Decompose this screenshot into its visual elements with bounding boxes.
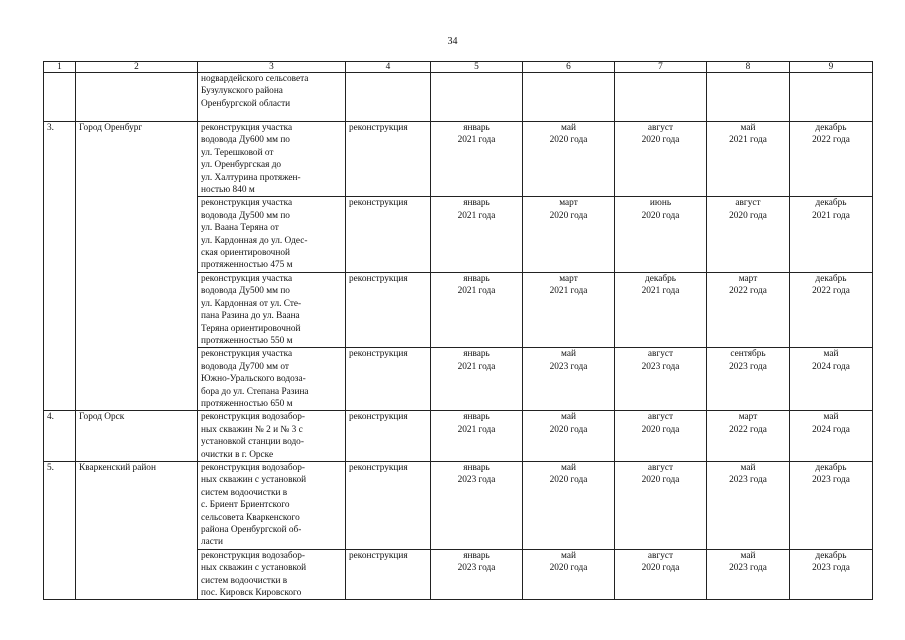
date-cell: декабрь 2022 года [790, 272, 873, 347]
column-header: 7 [615, 62, 707, 73]
date-cell: март 2022 года [707, 272, 790, 347]
row-number: 5. [44, 461, 76, 599]
date-cell: декабрь 2022 года [790, 122, 873, 197]
date-cell: май 2024 года [790, 411, 873, 462]
date-cell: май 2023 года [707, 461, 790, 549]
schedule-table [43, 61, 873, 600]
column-header: 1 [44, 62, 76, 73]
column-header: 3 [198, 62, 346, 73]
date-cell: январь 2021 года [431, 348, 523, 411]
row-number: 3. [44, 122, 76, 411]
work-type: реконструкция [346, 348, 431, 411]
table-cell [790, 73, 873, 122]
row-number: 4. [44, 411, 76, 462]
object-description: реконструкция участка водовода Ду500 мм по ул. Ваана Теряна от ул. Кардонная до ул. Одес- ская ориентировочной протяженностью 475 м [198, 197, 346, 272]
date-cell: май 2023 года [707, 549, 790, 600]
date-cell: декабрь 2021 года [790, 197, 873, 272]
date-cell: январь 2021 года [431, 272, 523, 347]
locality-name: Город Оренбург [76, 122, 198, 411]
object-description: реконструкция участка водовода Ду700 мм от Южно-Уральского водоза- бора до ул. Степана Разина протяженностью 650 м [198, 348, 346, 411]
date-cell: январь 2023 года [431, 461, 523, 549]
page-number: 34 [447, 36, 458, 47]
date-cell: сентябрь 2023 года [707, 348, 790, 411]
date-cell: декабрь 2021 года [615, 272, 707, 347]
column-header: 8 [707, 62, 790, 73]
table-cell [707, 73, 790, 122]
date-cell: август 2020 года [615, 549, 707, 600]
table-row [44, 73, 873, 122]
column-header: 5 [431, 62, 523, 73]
work-type: реконструкция [346, 549, 431, 600]
date-cell: декабрь 2023 года [790, 461, 873, 549]
date-cell: август 2020 года [615, 122, 707, 197]
table-cell [523, 73, 615, 122]
date-cell: май 2023 года [523, 348, 615, 411]
locality-name: Город Орск [76, 411, 198, 462]
date-cell: декабрь 2023 года [790, 549, 873, 600]
date-cell: август 2023 года [615, 348, 707, 411]
date-cell: август 2020 года [615, 461, 707, 549]
locality-name: Кваркенский район [76, 461, 198, 599]
date-cell: май 2020 года [523, 461, 615, 549]
table-cell [44, 73, 76, 122]
date-cell: июнь 2020 года [615, 197, 707, 272]
date-cell: март 2021 года [523, 272, 615, 347]
object-description: реконструкция участка водовода Ду600 мм по ул. Терешковой от ул. Оренбургская до ул. Халтурина протяжен- ностью 840 м [198, 122, 346, 197]
column-header: 2 [76, 62, 198, 73]
date-cell: май 2020 года [523, 411, 615, 462]
object-description: реконструкция водозабор- ных скважин № 2 и № 3 с установкой станции водо- очистки в г. Орске [198, 411, 346, 462]
table-row [44, 122, 873, 197]
date-cell: январь 2021 года [431, 122, 523, 197]
work-type: реконструкция [346, 272, 431, 347]
table-cell [615, 73, 707, 122]
date-cell: май 2020 года [523, 122, 615, 197]
date-cell: май 2020 года [523, 549, 615, 600]
table-cell [431, 73, 523, 122]
table-cell [346, 73, 431, 122]
table-cell [76, 73, 198, 122]
date-cell: январь 2021 года [431, 411, 523, 462]
date-cell: март 2020 года [523, 197, 615, 272]
work-type: реконструкция [346, 122, 431, 197]
date-cell: август 2020 года [615, 411, 707, 462]
work-type: реконструкция [346, 197, 431, 272]
date-cell: март 2022 года [707, 411, 790, 462]
column-header: 6 [523, 62, 615, 73]
column-header: 4 [346, 62, 431, 73]
object-description: реконструкция водозабор- ных скважин с установкой систем водоочистки в пос. Кировск Кировского [198, 549, 346, 600]
object-description: реконструкция водозабор- ных скважин с установкой систем водоочистки в с. Бриент Бриентского сельсовета Кваркенского района Оренбургской об- ласти [198, 461, 346, 549]
column-header: 9 [790, 62, 873, 73]
date-cell: май 2021 года [707, 122, 790, 197]
date-cell: май 2024 года [790, 348, 873, 411]
work-type: реконструкция [346, 461, 431, 549]
object-description: реконструкция участка водовода Ду500 мм по ул. Кардонная от ул. Сте- пана Разина до ул. Ваана Теряна ориентировочной протяженностью 550 м [198, 272, 346, 347]
table-row [44, 411, 873, 462]
date-cell: август 2020 года [707, 197, 790, 272]
date-cell: январь 2021 года [431, 197, 523, 272]
object-description: нogвapдейского сельсовета Бузулукского района Оренбургской области [198, 73, 346, 122]
date-cell: январь 2023 года [431, 549, 523, 600]
work-type: реконструкция [346, 411, 431, 462]
table-row [44, 461, 873, 549]
header-row [44, 62, 873, 73]
